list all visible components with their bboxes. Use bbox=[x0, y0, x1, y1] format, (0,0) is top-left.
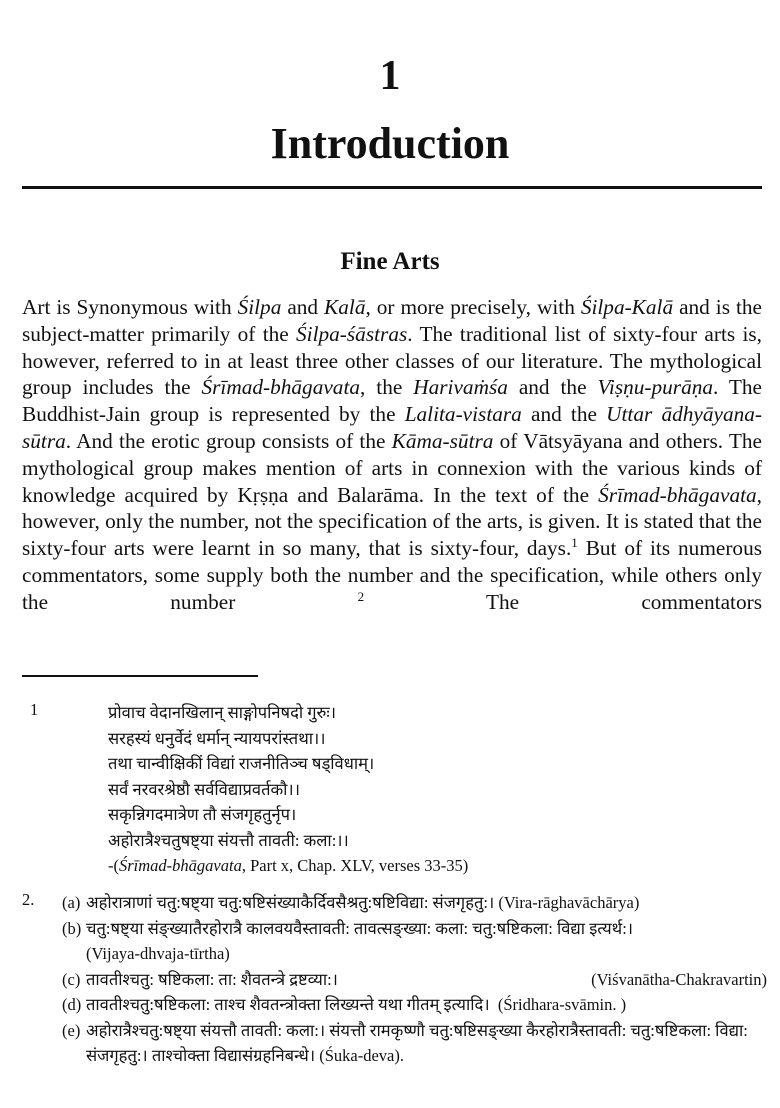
footnote-reference[interactable]: 1 bbox=[571, 535, 578, 551]
footnote-reference[interactable]: 2 bbox=[357, 588, 365, 604]
italic-term: Śrīmad-bhāgavata bbox=[598, 482, 757, 507]
verse-line: तथा चान्वीक्षिकीं विद्यां राजनीतिञ्च षड्विधाम्। bbox=[108, 754, 375, 773]
italic-term: Śrīmad-bhāgavata bbox=[201, 375, 361, 400]
paragraph-text: and is the subject-matter primarily of the bbox=[22, 295, 762, 346]
item-attribution: (Vira-rāghavāchārya) bbox=[498, 893, 640, 912]
paragraph-text: of Vātsyāyana and others. The mythological group makes mention of arts in connexion with the various kinds of knowledge acquired by Kṛṣṇa and Balarāma. In the text of the bbox=[22, 428, 762, 507]
paragraph-text: and the bbox=[507, 375, 598, 400]
footnote-item-e bbox=[62, 1018, 767, 1069]
item-text: अहोरात्रैश्चतु:षष्ट्या संयत्तौ तावती: कला:। संयत्तौ रामकृष्णौ चतु:षष्टिसङ्ख्या कैरहोरात्रैस्तावती: चतु:षष्टिकला: विद्या: संजगृहतु:। ताश्चोक्ता विद्यासंग्रहनिबन्धे। bbox=[86, 1020, 748, 1065]
footnote-number: 2. bbox=[22, 890, 35, 909]
paragraph-text: . The traditional list of sixty-four arts is, however, referred to in at least three other classes of our literature. The mythological group includes the bbox=[22, 321, 762, 400]
chapter-number: 1 bbox=[379, 53, 401, 99]
italic-term: Kāma-sūtra bbox=[391, 428, 494, 453]
italic-term: Śilpa-Kalā bbox=[580, 295, 674, 319]
paragraph-text: , or more precisely, with bbox=[365, 295, 581, 319]
footnote-item-b bbox=[62, 916, 767, 967]
item-label: (a) bbox=[62, 893, 81, 912]
section-title: Fine Arts bbox=[340, 248, 440, 275]
paragraph-text: . And the erotic group consists of the bbox=[65, 428, 392, 453]
body-paragraph bbox=[22, 294, 762, 616]
source-reference: , Part x, Chap. XLV, verses 33-35) bbox=[241, 856, 469, 875]
footnote-item-c bbox=[62, 967, 767, 993]
item-label: (d) bbox=[62, 995, 82, 1014]
italic-term: Śilpa bbox=[237, 295, 282, 319]
verse-line: सकृन्निगदमात्रेण तौ संजगृहतुर्नृप। bbox=[108, 805, 297, 824]
footnote-item-a bbox=[62, 890, 767, 916]
verse-line: सर्वं नरवरश्रेष्ठौ सर्वविद्याप्रवर्तकौ।। bbox=[108, 779, 300, 799]
paragraph-text: and the bbox=[521, 402, 607, 427]
italic-term: Kalā bbox=[324, 295, 366, 319]
italic-term: Harivaṁśa bbox=[413, 375, 508, 400]
chapter-title: Introduction bbox=[270, 119, 510, 168]
footnote-item-d bbox=[62, 992, 767, 1018]
paragraph-text: But of its numerous commentators, some supply both the number and the specification, while others only the number bbox=[22, 536, 763, 614]
verse-line: अहोरात्रैश्चतुषष्ट्या संयत्तौ तावती: कला:।। bbox=[108, 830, 349, 850]
item-attribution: (Vijaya-dhvaja-tīrtha) bbox=[86, 944, 230, 963]
paragraph-text: and bbox=[281, 295, 325, 319]
italic-term: Śilpa-śāstras bbox=[296, 321, 408, 346]
paragraph-text: . The Buddhist-Jain group is represented by the bbox=[22, 375, 763, 427]
paragraph-text: Art is Synonymous with bbox=[22, 295, 238, 319]
item-attribution: (Śridhara-svāmin. ) bbox=[497, 995, 627, 1014]
verse-line: सरहस्यं धनुर्वेदं धर्मान् न्यायपरांस्तथा।। bbox=[108, 728, 326, 748]
source-title: Śrīmad-bhāgavata bbox=[119, 856, 242, 875]
item-label: (e) bbox=[62, 1020, 81, 1040]
paragraph-text: , the bbox=[360, 375, 414, 400]
paragraph-text: The commentators bbox=[364, 589, 762, 614]
item-text: चतु:षष्ट्या संङ्ख्यातैरहोरात्रै कालवयवैस्तावती: तावत्सङ्ख्या: कला: चतु:षष्टिकला: विद्या इत्यर्थ:। bbox=[86, 918, 634, 938]
footnote-2 bbox=[22, 890, 767, 1069]
item-attribution: (Śuka-deva). bbox=[319, 1046, 404, 1065]
italic-term: Uttar ādhyāyana-sūtra bbox=[22, 402, 762, 453]
footnote-1 bbox=[22, 700, 767, 879]
verse-line: प्रोवाच वेदानखिलान् साङ्गोपनिषदो गुरुः। bbox=[108, 703, 336, 722]
source-prefix: -( bbox=[108, 856, 119, 875]
italic-term: Lalita-vistara bbox=[404, 402, 522, 427]
item-label: (b) bbox=[62, 918, 82, 938]
paragraph-text: , however, only the number, not the specification of the arts, is given. It is stated that the sixty-four arts were learnt in so many, that is sixty-four, days. bbox=[22, 482, 762, 561]
item-text: अहोरात्राणां चतु:षष्ट्या चतु:षष्टिसंख्याकैर्दिवसैश्रतु:षष्टिविद्या: संजगृहतु:। bbox=[86, 893, 495, 912]
title-rule bbox=[22, 186, 762, 189]
verse-source bbox=[108, 853, 767, 879]
item-text: तावतीश्चतु:षष्टिकला: ताश्च शैवतन्त्रोक्ता लिख्यन्ते यथा गीतम् इत्यादि। bbox=[86, 995, 490, 1014]
item-label: (c) bbox=[62, 969, 81, 989]
footnote-number: 1 bbox=[30, 700, 39, 719]
italic-term: Viṣṇu-purāṇa bbox=[597, 375, 714, 400]
footnote-rule bbox=[22, 675, 258, 677]
item-attribution: (Viśvanātha-Chakravartin) bbox=[591, 969, 767, 989]
item-text: तावतीश्चतु: षष्टिकला: ता: शैवतन्त्रे द्रष्टव्या:। bbox=[86, 969, 338, 989]
